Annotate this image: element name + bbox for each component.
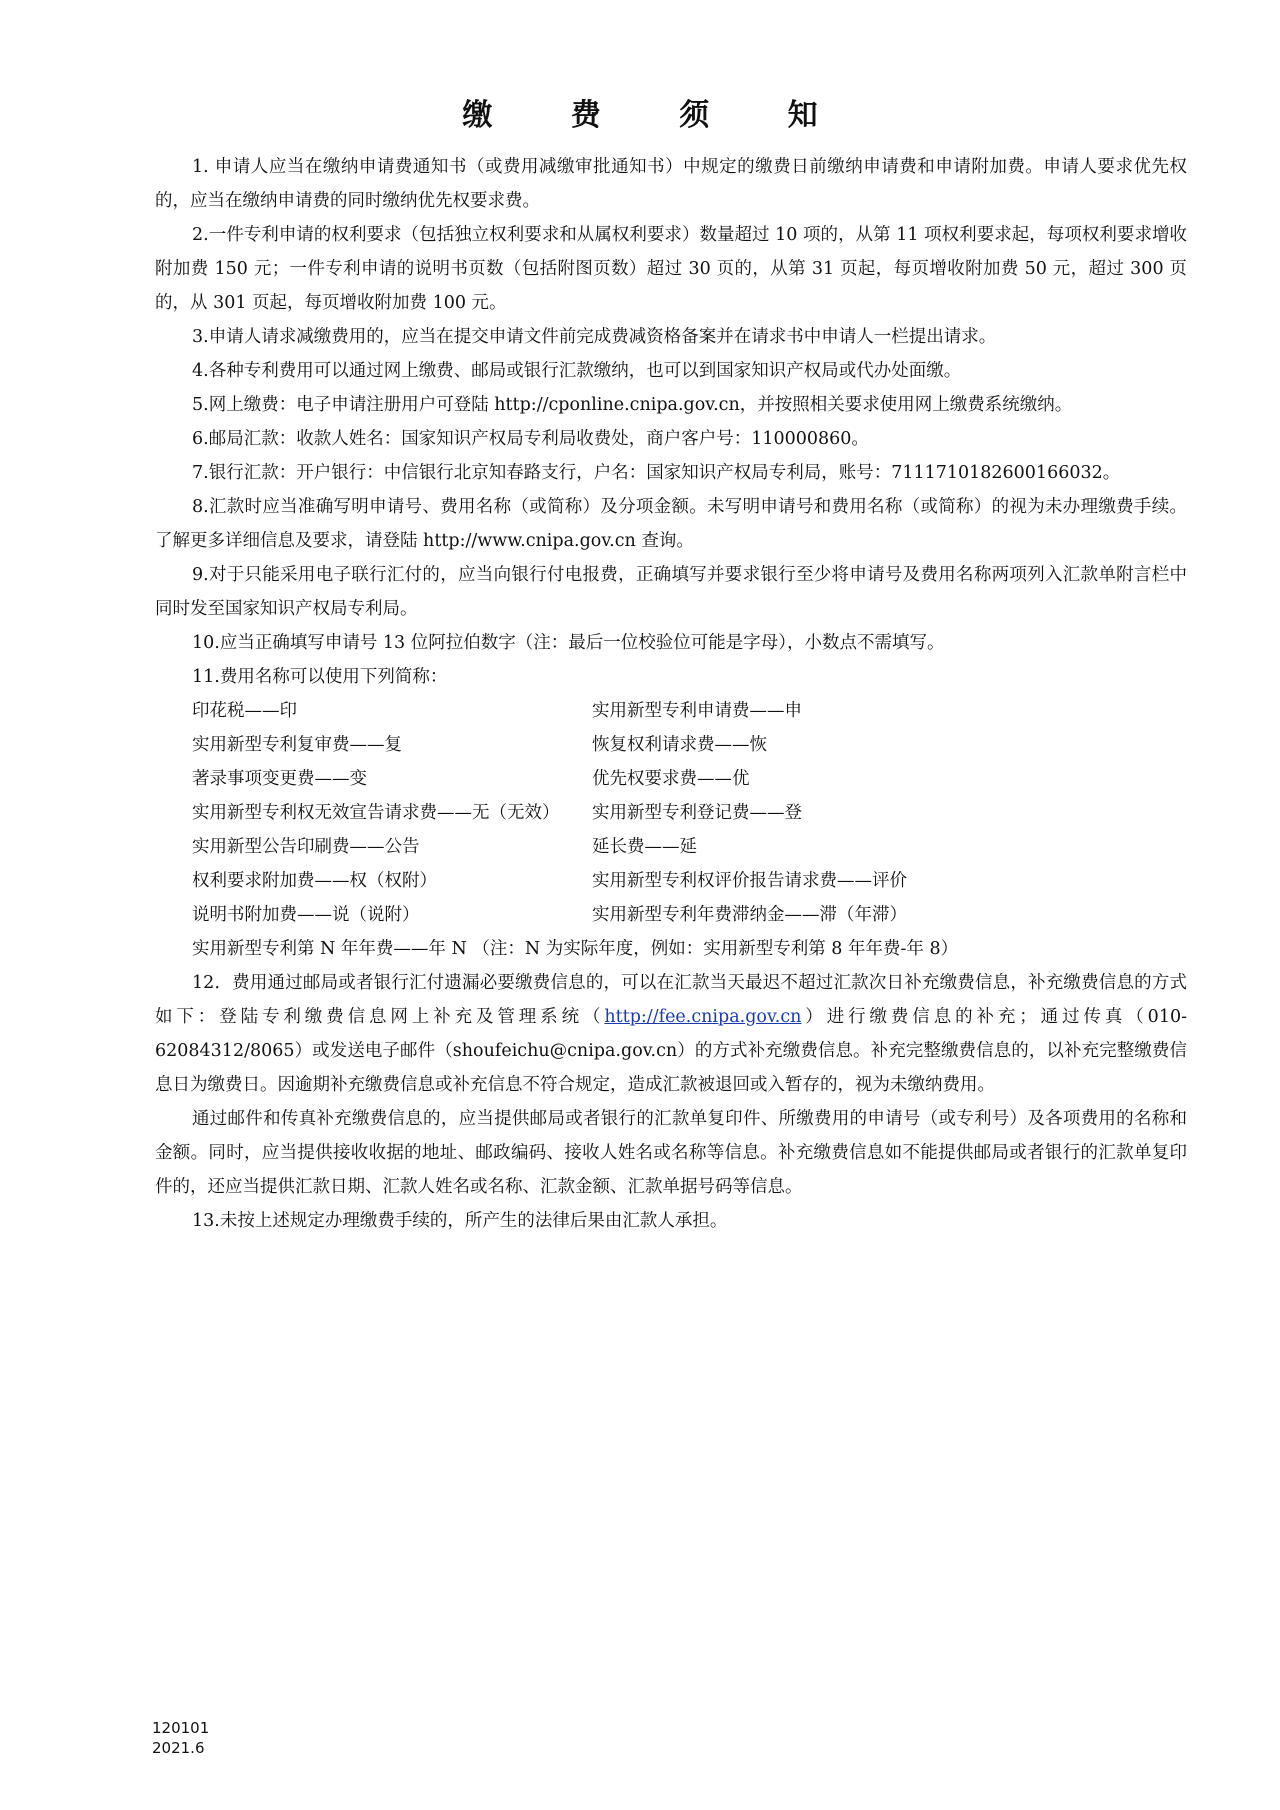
abbreviation-entry: 实用新型公告印刷费——公告 <box>192 837 420 857</box>
notice-body <box>155 150 1187 1238</box>
notice-item-5: 5.网上缴费：电子申请注册用户可登陆 http://cponline.cnipa.gov.cn，并按照相关要求使用网上缴费系统缴纳。 <box>192 395 1073 415</box>
abbreviation-entry: 实用新型专利权评价报告请求费——评价 <box>592 871 907 891</box>
form-footer <box>152 1718 209 1758</box>
form-version: 2021.6 <box>152 1739 205 1757</box>
abbreviation-entry: 实用新型专利登记费——登 <box>592 803 802 823</box>
abbreviation-entry: 延长费——延 <box>592 837 697 857</box>
notice-item-12-text-b: ）进行缴费信息的补充；通过传真（010-62084312/8065）或发送电子邮件（shoufeichu@cnipa.gov.cn）的方式补充缴费信息。补充完整缴费信息的，以补充完整缴费信息日为缴费日。因逾期补充缴费信息或补充信息不符合规定，造成汇款被退回或入暂存的，视为未缴纳费用。 <box>155 1007 1187 1095</box>
notice-item-10: 10.应当正确填写申请号 13 位阿拉伯数字（注：最后一位校验位可能是字母），小数点不需填写。 <box>192 633 945 653</box>
abbreviation-entry: 著录事项变更费——变 <box>192 769 367 789</box>
fee-system-link[interactable]: http://fee.cnipa.gov.cn <box>604 1007 802 1027</box>
notice-item-12-text-a: 12．费用通过邮局或者银行汇付遗漏必要缴费信息的，可以在汇款当天最迟不超过汇款次日补充缴费信息，补充缴费信息的方式如下：登陆专利缴费信息网上补充及管理系统（ <box>155 973 1187 1027</box>
notice-item-6: 6.邮局汇款：收款人姓名：国家知识产权局专利局收费处，商户客户号：110000860。 <box>192 429 869 449</box>
abbreviation-entry: 优先权要求费——优 <box>592 769 750 789</box>
notice-item-3: 3.申请人请求减缴费用的，应当在提交申请文件前完成费减资格备案并在请求书中申请人一栏提出请求。 <box>192 327 997 347</box>
notice-item-1: 1. 申请人应当在缴纳申请费通知书（或费用减缴审批通知书）中规定的缴费日前缴纳申请费和申请附加费。申请人要求优先权的，应当在缴纳申请费的同时缴纳优先权要求费。 <box>155 157 1187 211</box>
notice-item-12 <box>155 966 1187 1102</box>
annual-fee-abbreviation-note: 实用新型专利第 N 年年费——年 N （注：N 为实际年度，例如：实用新型专利第 8 年年费-年 8） <box>192 939 959 959</box>
notice-item-11: 11.费用名称可以使用下列简称： <box>192 667 448 687</box>
fee-abbreviation-list <box>155 694 1187 932</box>
notice-item-12-supplement: 通过邮件和传真补充缴费信息的，应当提供邮局或者银行的汇款单复印件、所缴费用的申请号（或专利号）及各项费用的名称和金额。同时，应当提供接收收据的地址、邮政编码、接收人姓名或名称等信息。补充缴费信息如不能提供邮局或者银行的汇款单复印件的，还应当提供汇款日期、汇款人姓名或名称、汇款金额、汇款单据号码等信息。 <box>155 1109 1187 1197</box>
abbreviation-entry: 恢复权利请求费——恢 <box>592 735 767 755</box>
abbreviation-entry: 权利要求附加费——权（权附） <box>192 871 437 891</box>
abbreviation-entry: 说明书附加费——说（说附） <box>192 905 420 925</box>
abbreviation-entry: 实用新型专利复审费——复 <box>192 735 402 755</box>
notice-item-13: 13.未按上述规定办理缴费手续的，所产生的法律后果由汇款人承担。 <box>192 1211 728 1231</box>
abbreviation-entry: 实用新型专利权无效宣告请求费——无（无效） <box>192 803 560 823</box>
notice-item-8: 8.汇款时应当准确写明申请号、费用名称（或简称）及分项金额。未写明申请号和费用名称（或简称）的视为未办理缴费手续。了解更多详细信息及要求，请登陆 http://www.cnipa.gov.cn 查询。 <box>155 497 1187 551</box>
notice-item-7: 7.银行汇款：开户银行：中信银行北京知春路支行，户名：国家知识产权局专利局，账号：7111710182600166032。 <box>192 463 1121 483</box>
page-title: 缴 费 须 知 <box>462 98 852 133</box>
form-code: 120101 <box>152 1719 210 1737</box>
notice-item-9: 9.对于只能采用电子联行汇付的，应当向银行付电报费，正确填写并要求银行至少将申请号及费用名称两项列入汇款单附言栏中同时发至国家知识产权局专利局。 <box>155 565 1187 619</box>
abbreviation-entry: 印花税——印 <box>192 701 297 721</box>
notice-item-2: 2.一件专利申请的权利要求（包括独立权利要求和从属权利要求）数量超过 10 项的，从第 11 项权利要求起，每项权利要求增收附加费 150 元；一件专利申请的说明书页数（包括附图页数）超过 30 页的，从第 31 页起，每页增收附加费 50 元，超过 300 页的，从 301 页起，每页增收附加费 100 元。 <box>155 225 1187 313</box>
abbreviation-entry: 实用新型专利年费滞纳金——滞（年滞） <box>592 905 907 925</box>
notice-item-4: 4.各种专利费用可以通过网上缴费、邮局或银行汇款缴纳，也可以到国家知识产权局或代办处面缴。 <box>192 361 962 381</box>
abbreviation-entry: 实用新型专利申请费——申 <box>592 701 802 721</box>
